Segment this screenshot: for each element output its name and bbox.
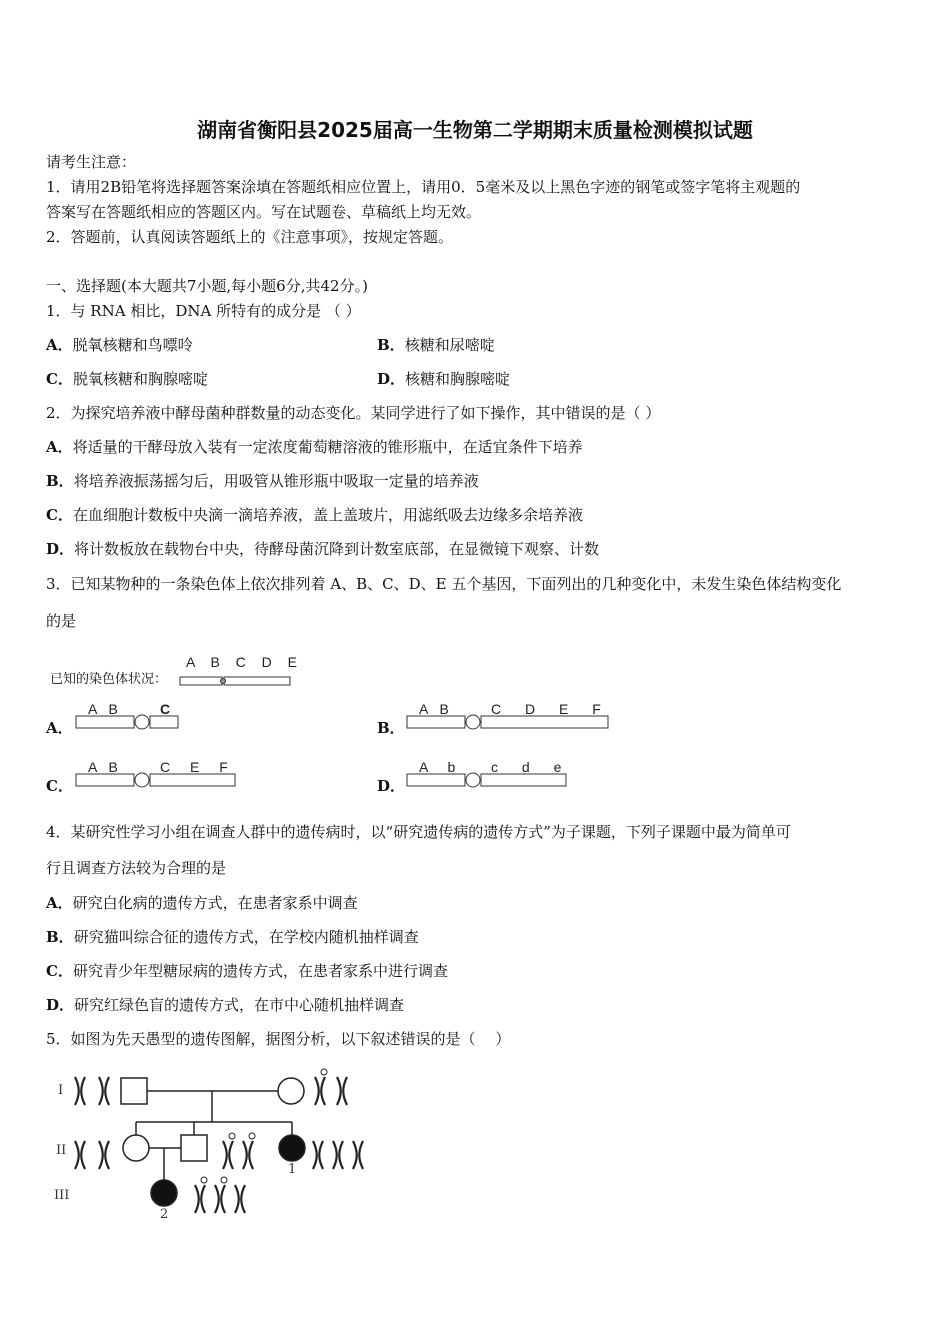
notice-line-1a: 1．请用2B铅笔将选择题答案涂填在答题纸相应位置上，请用0．5毫米及以上黑色字迹的钢笔或签字笔将主观题的 <box>46 178 801 196</box>
option-text: 研究白化病的遗传方式，在患者家系中调查 <box>72 894 358 912</box>
genes-right: C E F <box>160 759 236 775</box>
q5-stem: 5．如图为先天愚型的遗传图解，据图分析，以下叙述错误的是（ ） <box>46 1030 511 1048</box>
q3-option-a-chromosome <box>76 700 186 736</box>
option-text: 脱氧核糖和胸腺嘧啶 <box>72 370 208 388</box>
option-letter: B． <box>46 928 74 946</box>
female-ii1 <box>123 1135 149 1161</box>
option-text: 核糖和胸腺嘧啶 <box>405 370 511 388</box>
q3-option-d-letter: D． <box>377 777 406 795</box>
option-text: 核糖和尿嘧啶 <box>404 336 495 354</box>
q4-stem-1: 4．某研究性学习小组在调查人群中的遗传病时，以“研究遗传病的遗传方式”为子课题，下列子课题中最为简单可 <box>46 823 791 841</box>
option-text: 将培养液振荡摇匀后，用吸管从锥形瓶中吸取一定量的培养液 <box>73 472 479 490</box>
option-letter: B． <box>46 472 74 490</box>
option-letter: A． <box>46 336 73 354</box>
option-text: 研究红绿色盲的遗传方式，在市中心随机抽样调查 <box>74 996 405 1014</box>
genes-left: A b <box>419 759 464 775</box>
notice-heading: 请考生注意： <box>46 153 137 171</box>
q2-option-b <box>46 471 479 491</box>
q3-option-c-chromosome <box>76 758 246 794</box>
q3-stem-2: 的是 <box>46 612 77 630</box>
notice-line-1b: 答案写在答题纸相应的答题区内。写在试题卷、草稿纸上均无效。 <box>46 203 482 221</box>
q1-option-a <box>46 335 193 355</box>
q3-known-label: 已知的染色体状况： <box>50 672 168 687</box>
option-text: 脱氧核糖和鸟嘌呤 <box>72 336 193 354</box>
male-i1 <box>121 1078 147 1104</box>
option-letter: C． <box>46 370 73 388</box>
q1-stem: 1．与 RNA 相比，DNA 所特有的成分是 （ ） <box>46 302 361 320</box>
option-text: 将适量的干酵母放入装有一定浓度葡萄糖溶液的锥形瓶中，在适宜条件下培养 <box>72 438 583 456</box>
gen-label-1: I <box>58 1083 64 1098</box>
q5-pedigree-diagram <box>40 1058 400 1228</box>
genes-left: A B <box>419 701 453 717</box>
gen-label-2: II <box>56 1143 67 1158</box>
option-letter: B． <box>377 336 405 354</box>
q4-option-d <box>46 995 404 1015</box>
q2-option-c <box>46 505 583 525</box>
option-letter: C． <box>46 962 73 980</box>
individual-number-2: 2 <box>160 1207 169 1222</box>
affected-female-ii3 <box>279 1135 305 1161</box>
q3-option-a-letter: A． <box>46 719 73 737</box>
q4-option-b <box>46 927 419 947</box>
gen-label-3: III <box>54 1188 70 1203</box>
q3-option-d-chromosome <box>407 758 577 794</box>
q1-option-c <box>46 369 208 389</box>
option-letter: C． <box>46 506 73 524</box>
female-i2 <box>278 1078 304 1104</box>
option-letter: A． <box>46 438 73 456</box>
option-text: 在血细胞计数板中央滴一滴培养液，盖上盖玻片，用滤纸吸去边缘多余培养液 <box>72 506 583 524</box>
notice-line-2: 2．答题前，认真阅读答题纸上的《注意事项》，按规定答题。 <box>46 228 454 246</box>
q1-option-b <box>377 335 495 355</box>
q3-option-b-letter: B． <box>377 719 405 737</box>
q1-option-d <box>377 369 510 389</box>
option-text: 研究青少年型糖尿病的遗传方式，在患者家系中进行调查 <box>72 962 448 980</box>
genes-right: C <box>160 701 171 717</box>
q4-option-a <box>46 893 358 913</box>
option-text: 将计数板放在载物台中央，待酵母菌沉降到计数室底部，在显微镜下观察、计数 <box>74 540 600 558</box>
page-title: 湖南省衡阳县2025届高一生物第二学期期末质量检测模拟试题 <box>197 118 753 142</box>
option-letter: D． <box>377 370 406 388</box>
individual-number-1: 1 <box>288 1162 297 1177</box>
q3-known-chromosome <box>180 652 304 692</box>
q4-stem-2: 行且调查方法较为合理的是 <box>46 859 227 877</box>
option-letter: D． <box>46 540 75 558</box>
genes-right: C D E F <box>491 701 611 717</box>
section-heading: 一、选择题(本大题共7小题,每小题6分,共42分。) <box>46 277 368 295</box>
affected-female-iii <box>151 1180 177 1206</box>
option-letter: A． <box>46 894 73 912</box>
q3-option-c-letter: C． <box>46 777 73 795</box>
genes-left: A B <box>88 701 122 717</box>
option-letter: D． <box>46 996 75 1014</box>
option-text: 研究猫叫综合征的遗传方式，在学校内随机抽样调查 <box>73 928 419 946</box>
known-gene-labels: A B C D E <box>186 654 304 670</box>
q2-stem: 2．为探究培养液中酵母菌种群数量的动态变化。某同学进行了如下操作，其中错误的是（ ） <box>46 404 661 422</box>
q3-stem-1: 3．已知某物种的一条染色体上依次排列着 A、B、C、D、E 五个基因，下面列出的几种变化中，未发生染色体结构变化 <box>46 575 842 593</box>
q2-option-d <box>46 539 599 559</box>
male-ii2 <box>181 1135 207 1161</box>
genes-right: c d e <box>491 759 572 775</box>
q3-option-b-chromosome <box>407 700 617 736</box>
q2-option-a <box>46 437 583 457</box>
q4-option-c <box>46 961 448 981</box>
genes-left: A B <box>88 759 122 775</box>
